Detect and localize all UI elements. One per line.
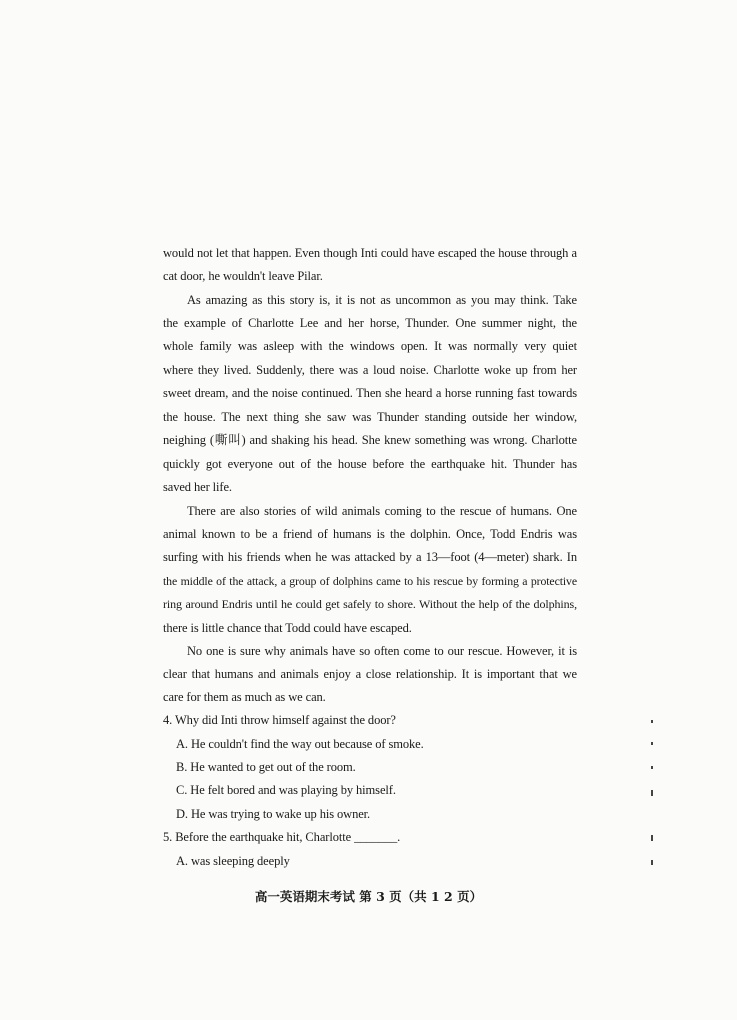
scan-speck <box>651 835 653 841</box>
passage-line: cat door, he wouldn't leave Pilar. <box>163 269 323 283</box>
scan-speck <box>651 742 653 745</box>
passage-line: animal known to be a friend of humans is the dolphin. Once, Todd Endris was <box>163 527 577 541</box>
question-4-option-b: B. He wanted to get out of the room. <box>176 760 356 774</box>
passage-line: care for them as much as we can. <box>163 690 326 704</box>
scan-speck <box>651 766 653 769</box>
passage-line: would not let that happen. Even though Inti could have escaped the house through a <box>163 246 577 260</box>
passage-line: sweet dream, and the noise continued. Then she heard a horse running fast towards <box>163 386 577 400</box>
passage-line: clear that humans and animals enjoy a close relationship. It is important that we <box>163 667 577 681</box>
passage-line: whole family was asleep with the windows open. It was normally very quiet <box>163 339 577 353</box>
passage-line: the example of Charlotte Lee and her horse, Thunder. One summer night, the <box>163 316 577 330</box>
passage-line: No one is sure why animals have so often come to our rescue. However, it is <box>187 644 577 658</box>
question-5-stem: 5. Before the earthquake hit, Charlotte _______. <box>163 830 401 844</box>
question-4-option-a: A. He couldn't find the way out because of smoke. <box>176 737 424 751</box>
question-4-option-c: C. He felt bored and was playing by himself. <box>176 783 396 797</box>
passage-line: surfing with his friends when he was attacked by a 13—foot (4—meter) shark. In <box>163 550 577 564</box>
scan-speck <box>651 720 653 723</box>
page-footer: 高一英语期末考试 第 3 页（共 1 2 页） <box>254 889 483 904</box>
question-5-option-a: A. was sleeping deeply <box>176 854 290 868</box>
passage-line: the house. The next thing she saw was Thunder standing outside her window, <box>163 410 577 424</box>
passage-line: quickly got everyone out of the house before the earthquake hit. Thunder has <box>163 457 577 471</box>
scan-speck <box>651 860 653 865</box>
scan-speck <box>651 790 653 796</box>
passage-line: saved her life. <box>163 480 232 494</box>
passage-line: As amazing as this story is, it is not as uncommon as you may think. Take <box>187 293 577 307</box>
passage-line: the middle of the attack, a group of dolphins came to his rescue by forming a protective <box>163 574 577 588</box>
question-4-option-d: D. He was trying to wake up his owner. <box>176 807 371 821</box>
passage-line: where they lived. Suddenly, there was a loud noise. Charlotte woke up from her <box>163 363 577 377</box>
passage-line: neighing (嘶叫) and shaking his head. She knew something was wrong. Charlotte <box>163 433 577 447</box>
passage-line: There are also stories of wild animals coming to the rescue of humans. One <box>187 504 577 518</box>
passage-line: ring around Endris until he could get safely to shore. Without the help of the dolphins, <box>163 597 577 611</box>
question-4-stem: 4. Why did Inti throw himself against the door? <box>163 713 396 727</box>
passage-line: there is little chance that Todd could have escaped. <box>163 621 412 635</box>
